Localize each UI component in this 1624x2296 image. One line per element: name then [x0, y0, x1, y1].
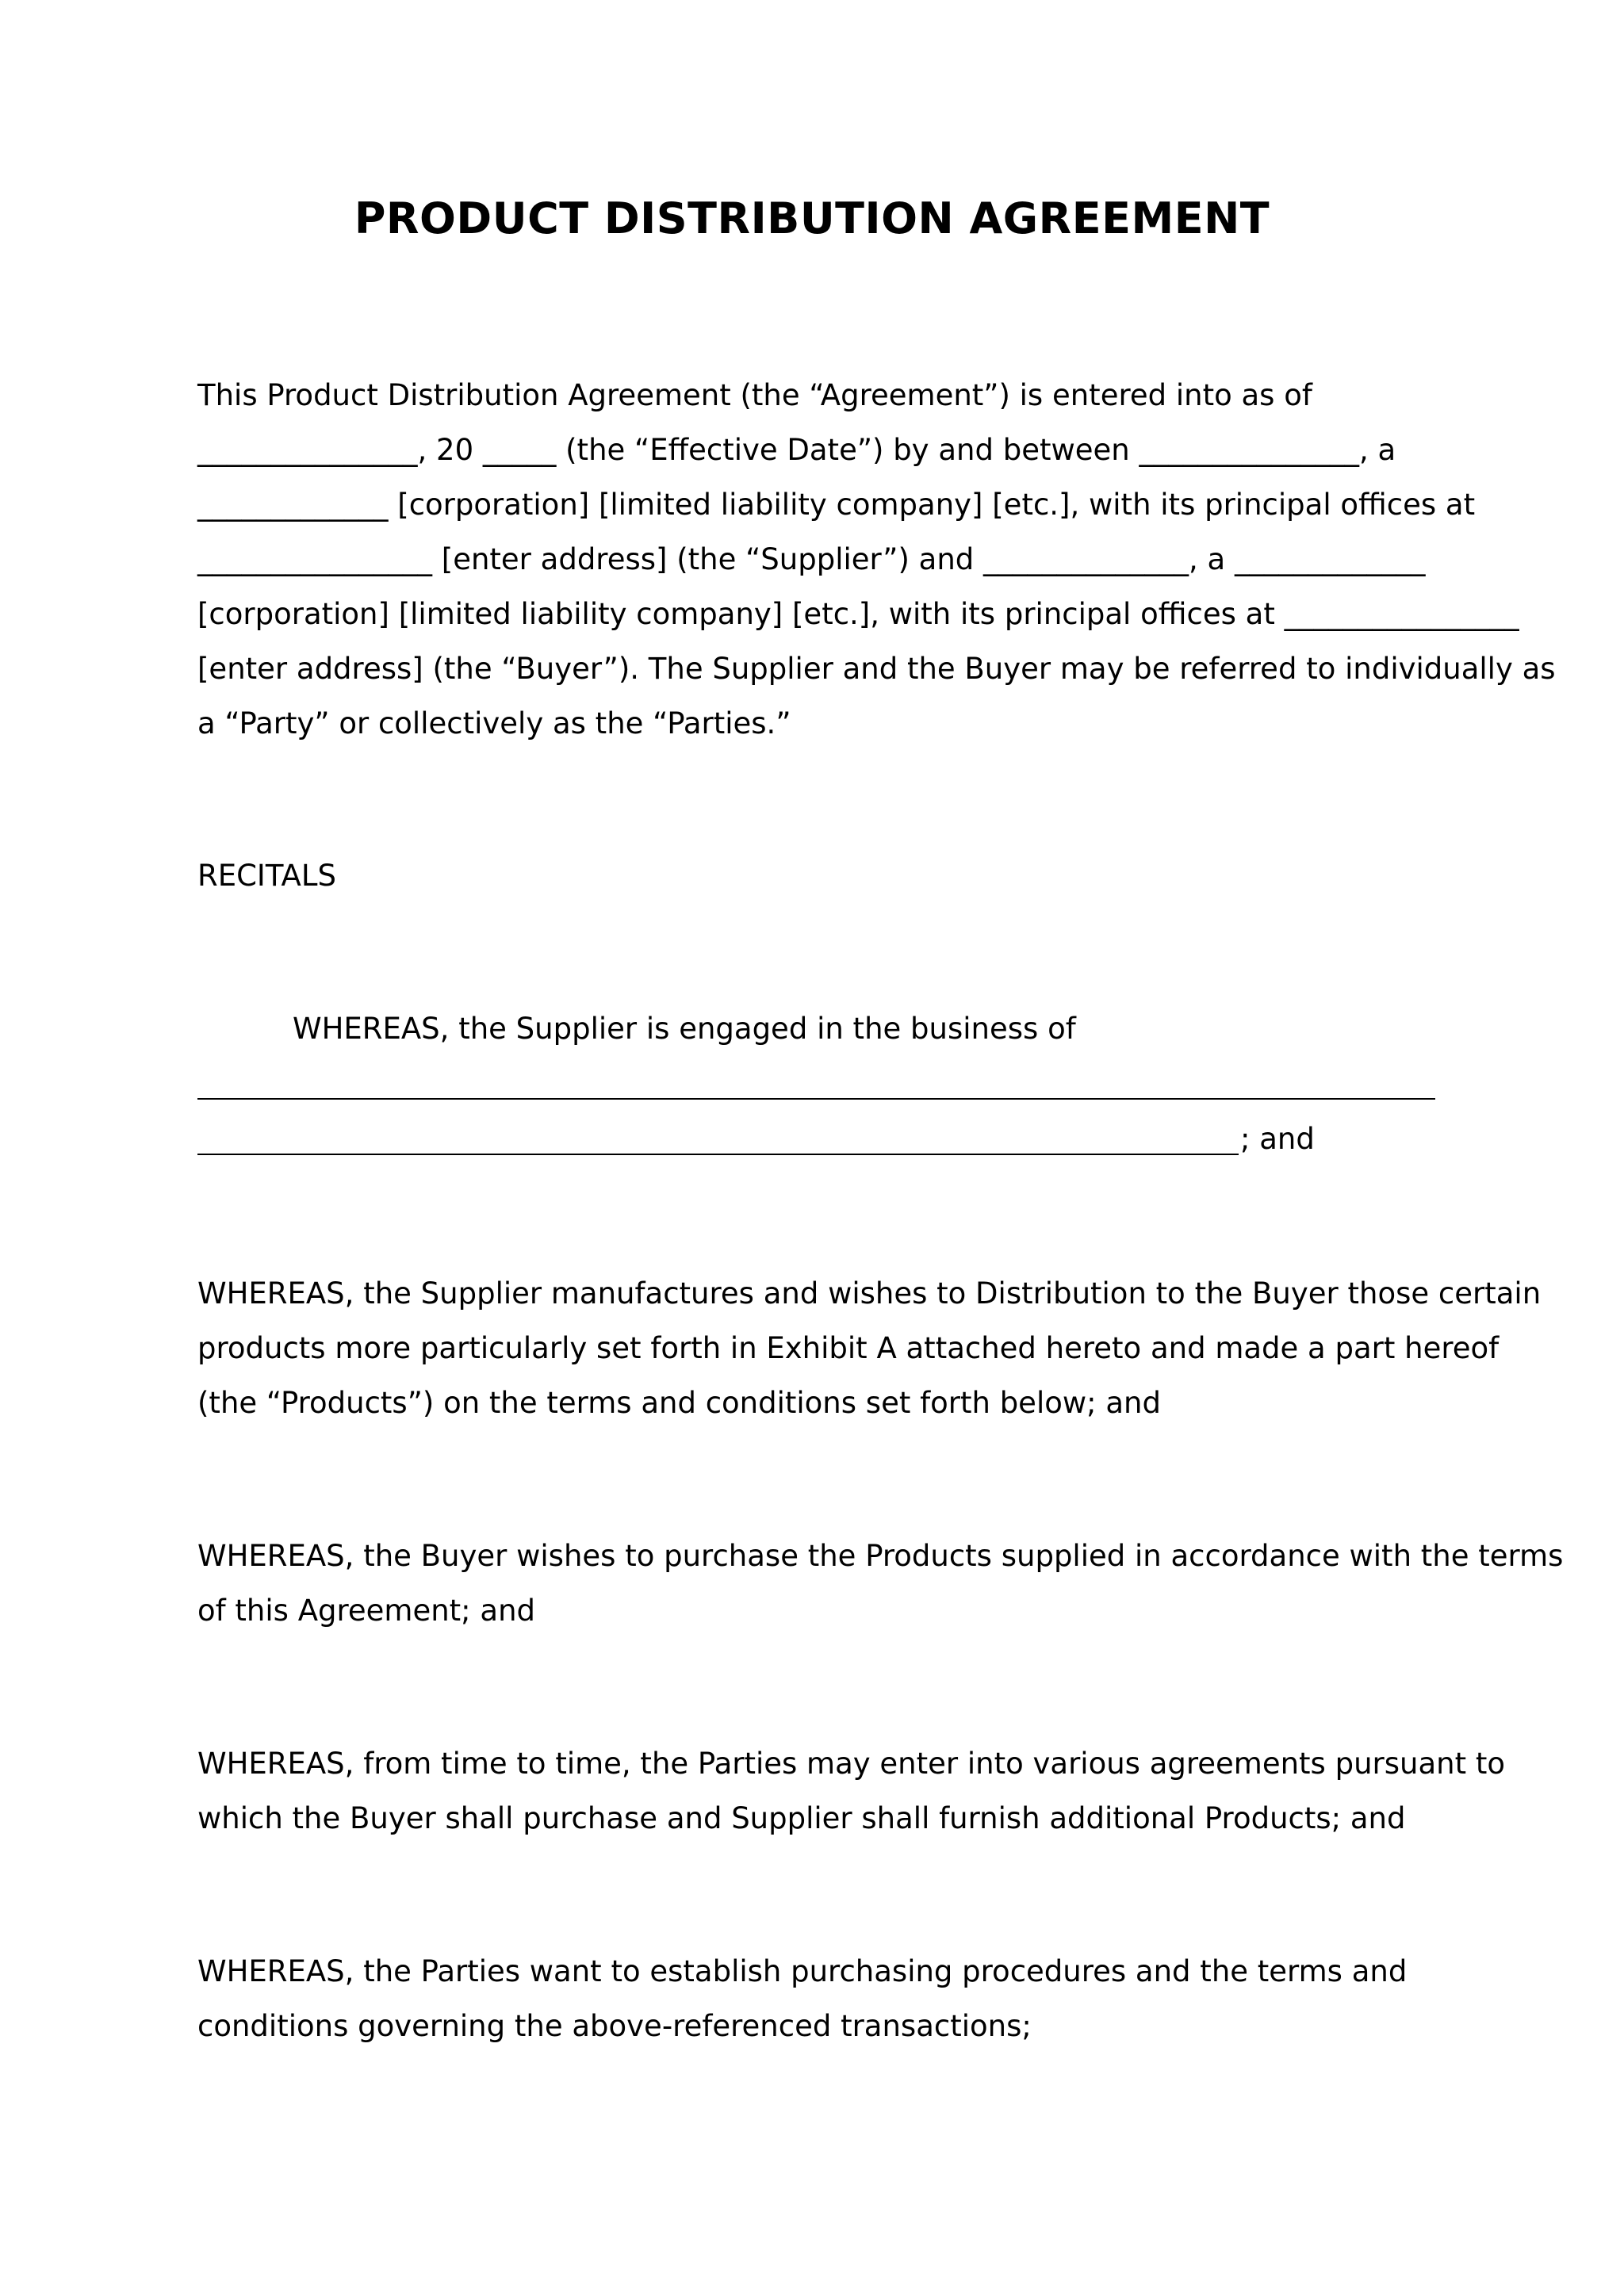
intro-line: This Product Distribution Agreement (the “Agreement”) is entered into as of	[197, 378, 1312, 412]
whereas-buyer-line: of this Agreement; and	[197, 1594, 536, 1628]
intro-line: [enter address] (the “Buyer”). The Supplier and the Buyer may be referred to individually as	[197, 652, 1556, 686]
recitals-heading: RECITALS	[197, 859, 336, 893]
whereas-business-line: WHEREAS, the Supplier is engaged in the business of	[293, 1012, 1076, 1046]
whereas-procedures-line: conditions governing the above-referenced transactions;	[197, 2009, 1032, 2043]
whereas-procedures-line: WHEREAS, the Parties want to establish purchasing procedures and the terms and	[197, 1954, 1408, 1988]
whereas-business-and: ; and	[1240, 1122, 1315, 1156]
business-blank-line	[197, 1098, 1435, 1100]
intro-line: a “Party” or collectively as the “Parties.”	[197, 706, 791, 740]
whereas-time-line: which the Buyer shall purchase and Supplier shall furnish additional Products; and	[197, 1801, 1406, 1835]
intro-line: _____________ [corporation] [limited liability company] [etc.], with its principal offices at	[197, 488, 1476, 522]
intro-line: [corporation] [limited liability company] [etc.], with its principal offices at ________________	[197, 597, 1519, 631]
whereas-products-line: products more particularly set forth in Exhibit A attached hereto and made a part hereof	[197, 1331, 1500, 1365]
whereas-buyer-line: WHEREAS, the Buyer wishes to purchase the Products supplied in accordance with the terms	[197, 1539, 1564, 1573]
whereas-time-line: WHEREAS, from time to time, the Parties may enter into various agreements pursuant to	[197, 1747, 1505, 1781]
whereas-products-line: (the “Products”) on the terms and conditions set forth below; and	[197, 1386, 1161, 1420]
intro-line: _______________, 20 _____ (the “Effective Date”) by and between _______________, a	[197, 433, 1396, 467]
intro-line: ________________ [enter address] (the “Supplier”) and ______________, a _____________	[197, 542, 1426, 576]
whereas-products-line: WHEREAS, the Supplier manufactures and wishes to Distribution to the Buyer those certain	[197, 1276, 1542, 1311]
document-title: PRODUCT DISTRIBUTION AGREEMENT	[354, 193, 1270, 243]
business-blank-line	[197, 1154, 1239, 1155]
